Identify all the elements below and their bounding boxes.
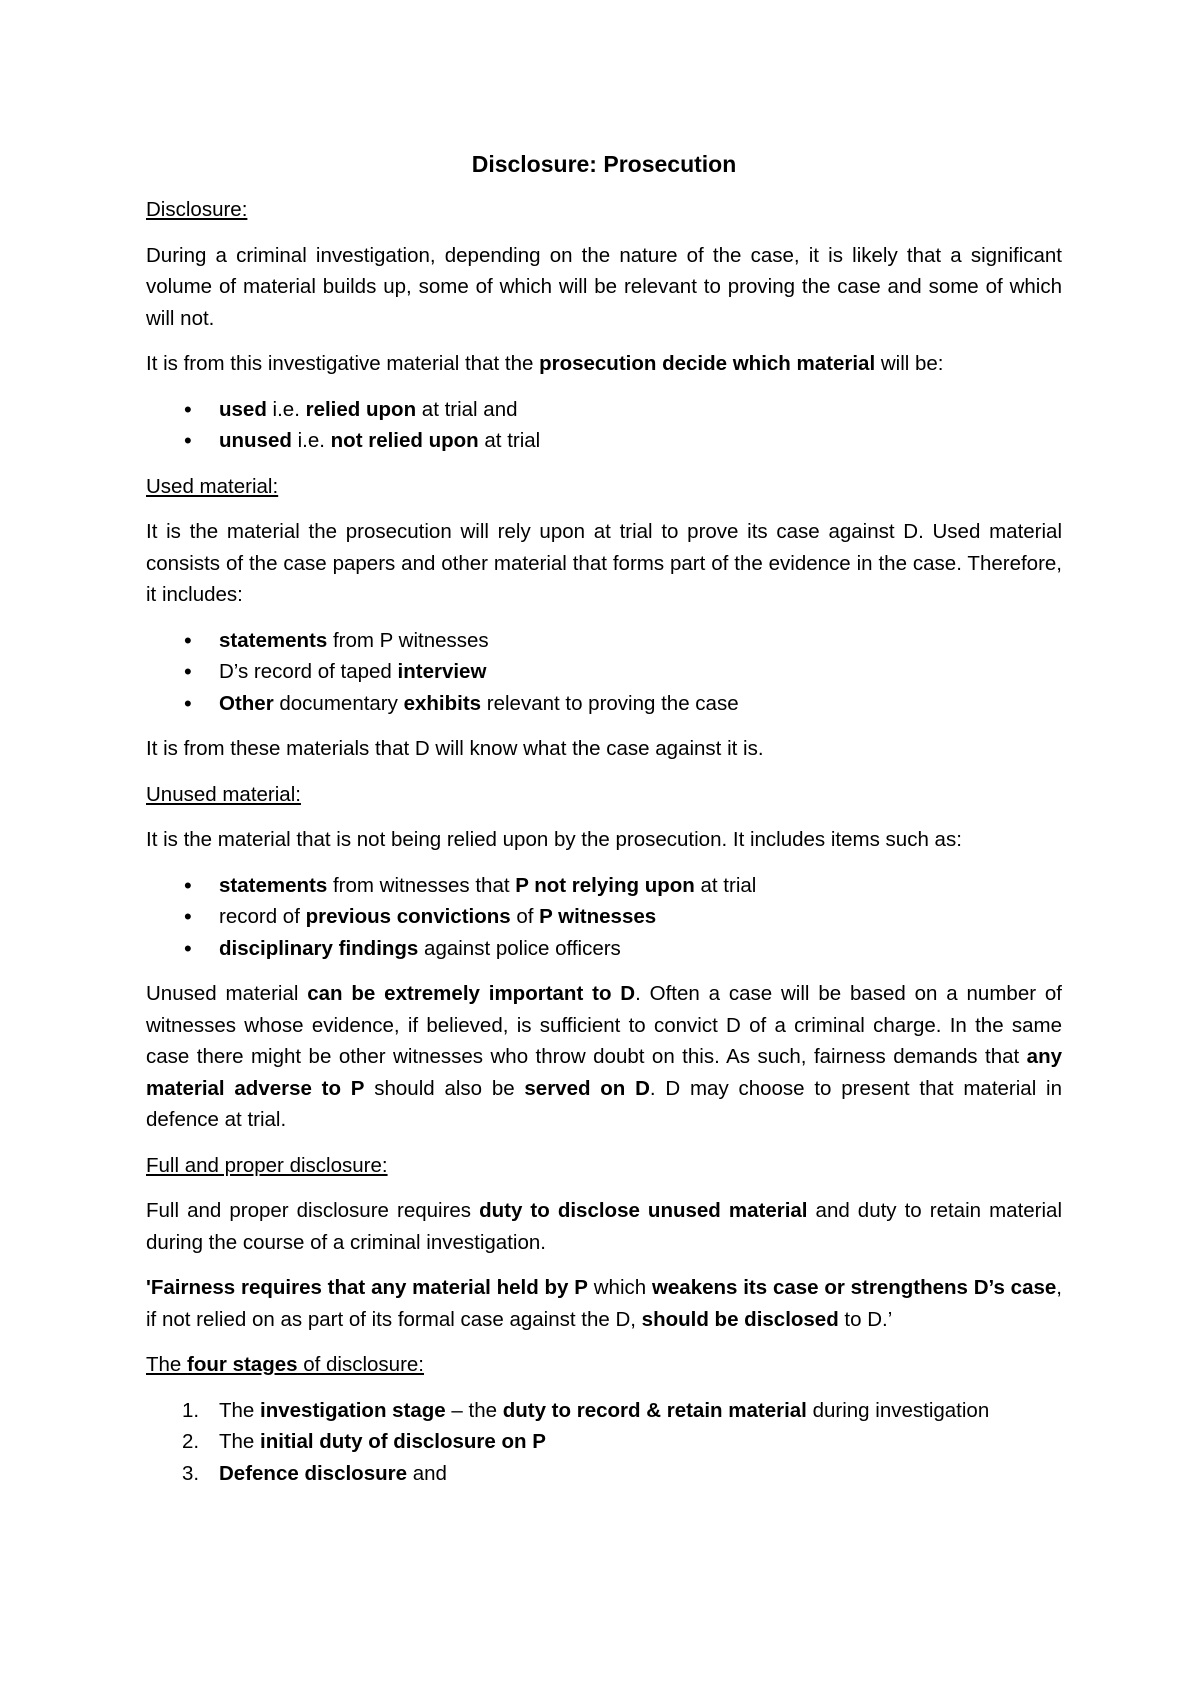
disclosure-paragraph-2 [146, 348, 1062, 380]
bold-run: P not relying upon [515, 873, 695, 897]
text-run: It is from this investigative material that the [146, 352, 540, 375]
text-run: . D may choose to present that material in defence at trial. [146, 1076, 1062, 1131]
bold-run: weakens its case or strengthens D’s case [651, 1276, 1057, 1299]
bold-run: prosecution decide which material [539, 352, 876, 375]
text-run: . Often a case will be based on a number of witnesses whose evidence, if believed, is sufficient to convict D of a criminal charge. In the same case there might be other witnesses who throw doubt on this. As such, fairness demands that [146, 982, 1062, 1068]
text-run: against police officers [418, 936, 621, 960]
disclosure-heading: Disclosure: [146, 198, 248, 221]
disclosure-bullet-list [146, 394, 1062, 457]
list-item [146, 1395, 1062, 1427]
text-run: The [219, 1398, 261, 1422]
list-item [146, 933, 1062, 965]
list-item [146, 625, 1062, 657]
text-run: from P witnesses [327, 628, 489, 652]
four-stages-heading [146, 1349, 1062, 1381]
bold-run: Defence disclosure [219, 1461, 407, 1485]
unused-material-bullet-list [146, 870, 1062, 965]
four-stages-list [146, 1395, 1062, 1490]
text-run: D’s record of taped [219, 660, 398, 683]
used-material-heading: Used material: [146, 474, 279, 498]
list-item [146, 688, 1062, 720]
bold-run: duty to disclose unused material [479, 1199, 808, 1222]
bold-run: previous convictions [305, 905, 511, 928]
text-run: to D.’ [838, 1307, 893, 1331]
bold-run: four stages [187, 1353, 298, 1376]
bold-run: not relied upon [330, 429, 479, 452]
text-run: and [407, 1461, 447, 1485]
unused-material-paragraph-1: It is the material that is not being relied upon by the prosecution. It includes items such as: [146, 828, 962, 851]
unused-material-paragraph-2 [146, 978, 1062, 1136]
list-number: 1. [182, 1398, 200, 1422]
bold-run: disciplinary findings [219, 936, 419, 960]
text-run: i.e. [291, 429, 331, 452]
bold-run: relied upon [305, 397, 417, 421]
bold-run: unused [219, 429, 292, 452]
bold-run: P witnesses [539, 905, 657, 928]
list-item [146, 425, 1062, 457]
bold-run: statements [219, 628, 328, 652]
bold-run: should be disclosed [641, 1307, 839, 1331]
text-run: documentary [273, 691, 404, 715]
list-item [146, 394, 1062, 426]
bold-run: statements [219, 873, 328, 897]
text-run: record of [219, 905, 306, 928]
page-title: Disclosure: Prosecution [471, 151, 737, 177]
used-material-paragraph-2: It is from these materials that D will know what the case against it is. [146, 737, 764, 760]
text-run: at trial [694, 873, 757, 897]
bold-run: initial duty of disclosure on P [260, 1430, 546, 1453]
bold-run: exhibits [403, 691, 482, 715]
text-run: which [587, 1276, 652, 1299]
text-run: at trial and [416, 397, 518, 421]
used-material-bullet-list [146, 625, 1062, 720]
text-run: of disclosure: [297, 1353, 425, 1376]
bold-run: interview [397, 660, 487, 683]
bold-run: served on D [524, 1076, 650, 1100]
text-run: Full and proper disclosure requires [146, 1199, 480, 1222]
unused-material-heading: Unused material: [146, 782, 301, 806]
full-disclosure-heading: Full and proper disclosure: [146, 1153, 388, 1177]
text-run: – the [445, 1398, 503, 1422]
list-item [146, 1426, 1062, 1458]
text-run: during investigation [806, 1398, 990, 1422]
text-run: , if not relied on as part of its formal case against the D, [146, 1276, 1062, 1331]
used-material-paragraph-1: It is the material the prosecution will rely upon at trial to prove its case against D. Used material consists of the case papers and other material that forms part of the evidence in the case. Therefore, it includes: [146, 520, 1062, 606]
bold-run: can be extremely important to D [307, 982, 636, 1005]
bold-run: any material held by P [371, 1276, 588, 1299]
text-run: The [219, 1430, 261, 1453]
bold-run: investigation stage [260, 1398, 446, 1422]
bold-run: any material adverse to P [146, 1045, 1062, 1100]
text-run: The [146, 1353, 188, 1376]
fairness-quote [146, 1272, 1062, 1335]
disclosure-paragraph-1: During a criminal investigation, depending on the nature of the case, it is likely that a significant volume of material builds up, some of which will be relevant to proving the case and some of which will not. [146, 243, 1062, 330]
text-run: Unused material [146, 982, 308, 1005]
text-run: relevant to proving the case [481, 691, 739, 715]
bold-run: used [219, 397, 267, 421]
list-item [146, 656, 1062, 688]
text-run: will be: [875, 352, 944, 375]
list-item [146, 901, 1062, 933]
bold-run: Other [219, 691, 274, 715]
bold-run: duty to record & retain material [502, 1398, 807, 1422]
full-disclosure-paragraph-1 [146, 1195, 1062, 1258]
list-item [146, 870, 1062, 902]
text-run: i.e. [266, 397, 306, 421]
text-run: of [510, 905, 540, 928]
text-run: at trial [478, 429, 541, 452]
list-item [146, 1458, 1062, 1490]
text-run: from witnesses that [327, 873, 516, 897]
bold-run: 'Fairness requires that [146, 1276, 372, 1299]
text-run: should also be [364, 1076, 525, 1100]
list-number: 3. [182, 1461, 200, 1485]
text-run: and duty to retain material during the course of a criminal investigation. [146, 1199, 1062, 1254]
list-number: 2. [182, 1430, 200, 1453]
